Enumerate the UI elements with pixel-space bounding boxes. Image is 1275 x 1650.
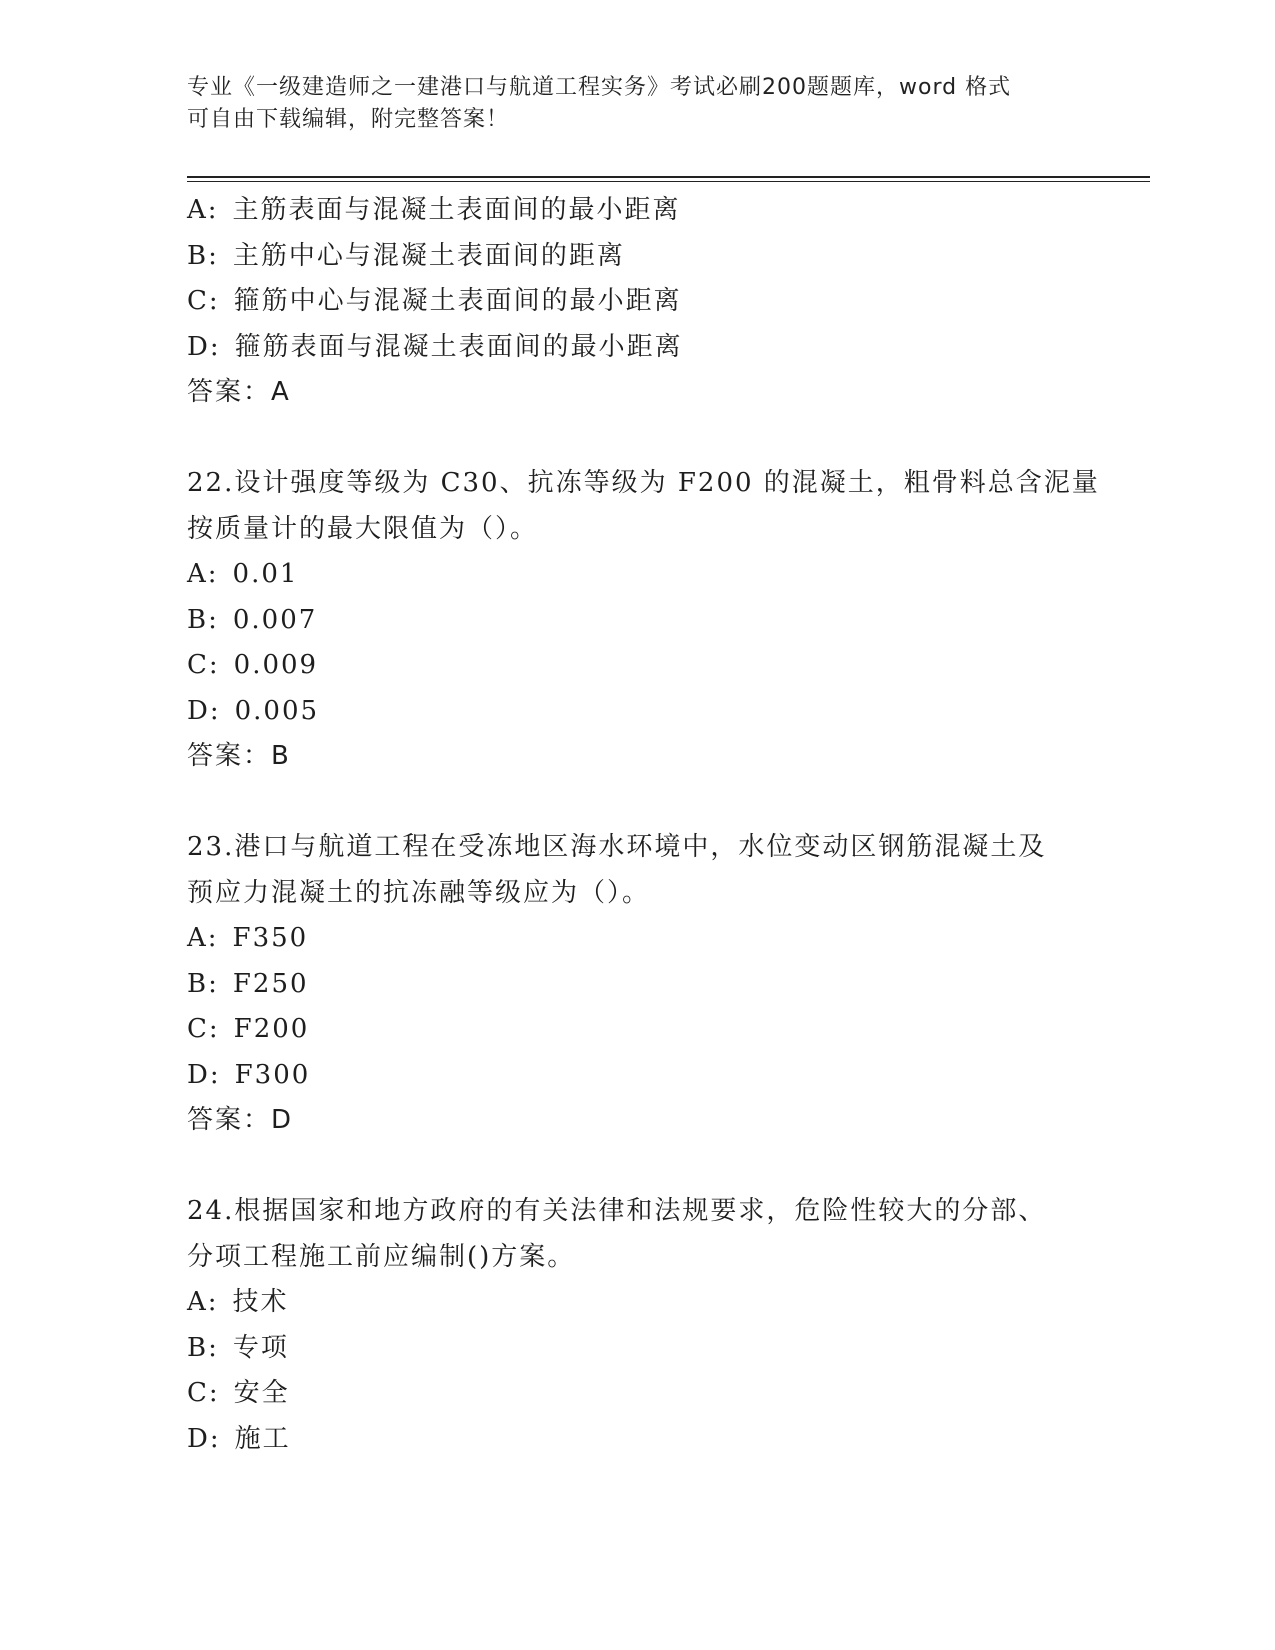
option-b xyxy=(187,598,1127,644)
option-label: A: xyxy=(187,559,219,589)
option-label: D: xyxy=(187,331,221,362)
option-label: C: xyxy=(187,1378,220,1408)
option-c xyxy=(187,1371,1127,1417)
option-text: 0.009 xyxy=(233,650,319,680)
header-divider xyxy=(187,176,1150,178)
question-24 xyxy=(187,1189,1127,1462)
question-stem: 预应力混凝土的抗冻融等级应为（）。 xyxy=(187,877,651,908)
question-21-continued xyxy=(187,188,1127,416)
option-text: F200 xyxy=(233,1014,310,1044)
answer-line: 答案：D xyxy=(187,1105,294,1135)
option-d xyxy=(187,689,1127,735)
option-text: 0.007 xyxy=(232,604,318,635)
option-d xyxy=(187,325,1127,371)
option-text: F250 xyxy=(232,968,309,999)
option-a xyxy=(187,1280,1127,1326)
option-c xyxy=(187,1007,1127,1053)
header-divider-thin xyxy=(187,181,1150,182)
option-label: B: xyxy=(187,1332,219,1363)
option-text: 主筋表面与混凝土表面间的最小距离 xyxy=(232,195,681,225)
option-b xyxy=(187,234,1127,280)
option-label: D: xyxy=(187,1059,221,1090)
option-c xyxy=(187,643,1127,689)
option-text: 主筋中心与混凝土表面间的距离 xyxy=(232,240,625,271)
option-a xyxy=(187,552,1127,598)
header-title-line-2: 可自由下载编辑，附完整答案！ xyxy=(187,107,510,132)
option-label: C: xyxy=(187,650,220,680)
option-text: 施工 xyxy=(234,1423,291,1454)
option-label: B: xyxy=(187,604,219,635)
option-label: C: xyxy=(187,286,220,316)
option-label: B: xyxy=(187,968,219,999)
answer-line: 答案：B xyxy=(187,741,291,771)
option-label: A: xyxy=(187,923,219,953)
option-text: 专项 xyxy=(232,1332,289,1363)
option-label: A: xyxy=(187,1287,219,1317)
question-list xyxy=(187,188,1127,1462)
question-stem: 23.港口与航道工程在受冻地区海水环境中，水位变动区钢筋混凝土及 xyxy=(187,832,1047,862)
option-text: 箍筋中心与混凝土表面间的最小距离 xyxy=(233,286,682,316)
option-label: D: xyxy=(187,695,221,726)
option-d xyxy=(187,1053,1127,1099)
option-d xyxy=(187,1417,1127,1463)
option-text: F300 xyxy=(234,1059,311,1090)
question-stem: 分项工程施工前应编制()方案。 xyxy=(187,1241,576,1272)
option-c xyxy=(187,279,1127,325)
option-text: 0.005 xyxy=(234,695,320,726)
answer-line: 答案：A xyxy=(187,377,291,407)
option-text: 0.01 xyxy=(232,559,299,589)
option-label: C: xyxy=(187,1014,220,1044)
option-text: F350 xyxy=(232,923,309,953)
question-23 xyxy=(187,825,1127,1144)
header-title-line-1: 专业《一级建造师之一建港口与航道工程实务》考试必刷200题题库，word 格式 xyxy=(187,75,1012,100)
question-stem: 22.设计强度等级为 C30、抗冻等级为 F200 的混凝土，粗骨料总含泥量 xyxy=(187,468,1100,498)
option-label: B: xyxy=(187,240,219,271)
question-stem: 按质量计的最大限值为（）。 xyxy=(187,513,539,544)
option-b xyxy=(187,1326,1127,1372)
option-label: A: xyxy=(187,195,219,225)
option-text: 技术 xyxy=(232,1287,289,1317)
option-text: 箍筋表面与混凝土表面间的最小距离 xyxy=(234,331,683,362)
option-text: 安全 xyxy=(233,1378,290,1408)
document-header xyxy=(187,72,1087,136)
option-b xyxy=(187,962,1127,1008)
option-a xyxy=(187,188,1127,234)
question-22 xyxy=(187,461,1127,780)
question-stem: 24.根据国家和地方政府的有关法律和法规要求，危险性较大的分部、 xyxy=(187,1196,1047,1226)
option-label: D: xyxy=(187,1423,221,1454)
option-a xyxy=(187,916,1127,962)
